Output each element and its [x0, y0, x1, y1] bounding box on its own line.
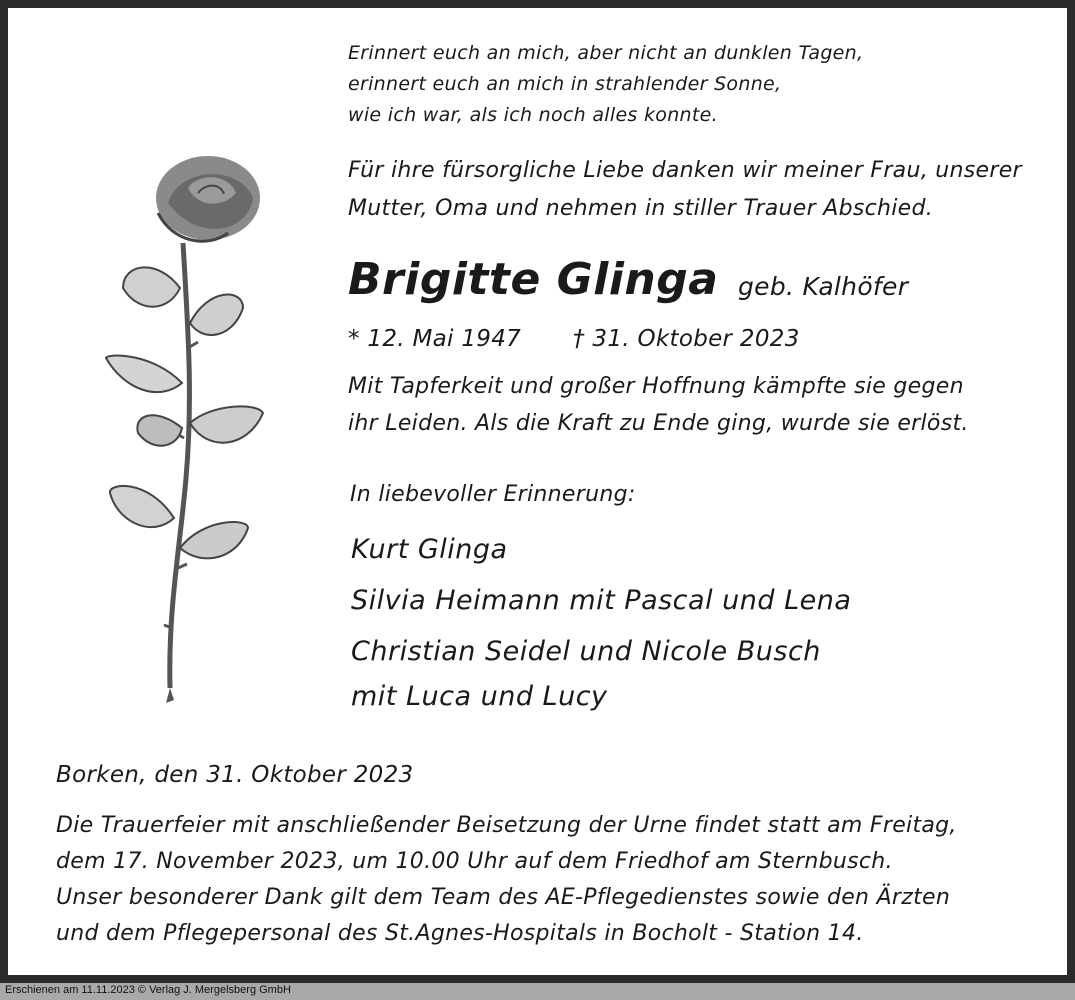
motto-line: Erinnert euch an mich, aber nicht an dunklen Tagen,: [348, 42, 864, 64]
tribute-line: ihr Leiden. Als die Kraft zu Ende ging, wurde sie erlöst.: [348, 411, 969, 436]
ceremony-line: und dem Pflegepersonal des St.Agnes-Hospitals in Bocholt - Station 14.: [56, 921, 864, 946]
intro-line: Für ihre fürsorgliche Liebe danken wir meiner Frau, unserer: [348, 158, 1022, 183]
family-member: mit Luca und Lucy: [351, 681, 608, 712]
intro-line: Mutter, Oma und nehmen in stiller Trauer Abschied.: [348, 196, 934, 221]
family-member: Christian Seidel und Nicole Busch: [351, 636, 821, 667]
tribute-line: Mit Tapferkeit und großer Hoffnung kämpfte sie gegen: [348, 374, 964, 399]
motto-line: erinnert euch an mich in strahlender Sonne,: [348, 73, 782, 95]
publication-note: Erschienen am 11.11.2023 © Verlag J. Mergelsberg GmbH: [5, 984, 291, 996]
place-date: Borken, den 31. Oktober 2023: [56, 762, 414, 788]
ceremony-line: dem 17. November 2023, um 10.00 Uhr auf dem Friedhof am Sternbusch.: [56, 849, 893, 874]
birth-name: geb. Kalhöfer: [738, 272, 909, 301]
rose-icon: [98, 148, 278, 708]
motto-line: wie ich war, als ich noch alles konnte.: [348, 104, 718, 126]
ceremony-line: Die Trauerfeier mit anschließender Beisetzung der Urne findet statt am Freitag,: [56, 813, 957, 838]
ceremony-line: Unser besonderer Dank gilt dem Team des AE-Pflegedienstes sowie den Ärzten: [56, 885, 951, 910]
death-date: † 31. Oktober 2023: [573, 326, 800, 352]
remembrance-label: In liebevoller Erinnerung:: [350, 482, 636, 507]
deceased-name: Brigitte Glinga: [348, 254, 719, 305]
birth-date: * 12. Mai 1947: [348, 326, 522, 352]
footer-bar: [0, 983, 1075, 1000]
family-member: Silvia Heimann mit Pascal und Lena: [351, 585, 852, 616]
family-member: Kurt Glinga: [351, 534, 508, 565]
